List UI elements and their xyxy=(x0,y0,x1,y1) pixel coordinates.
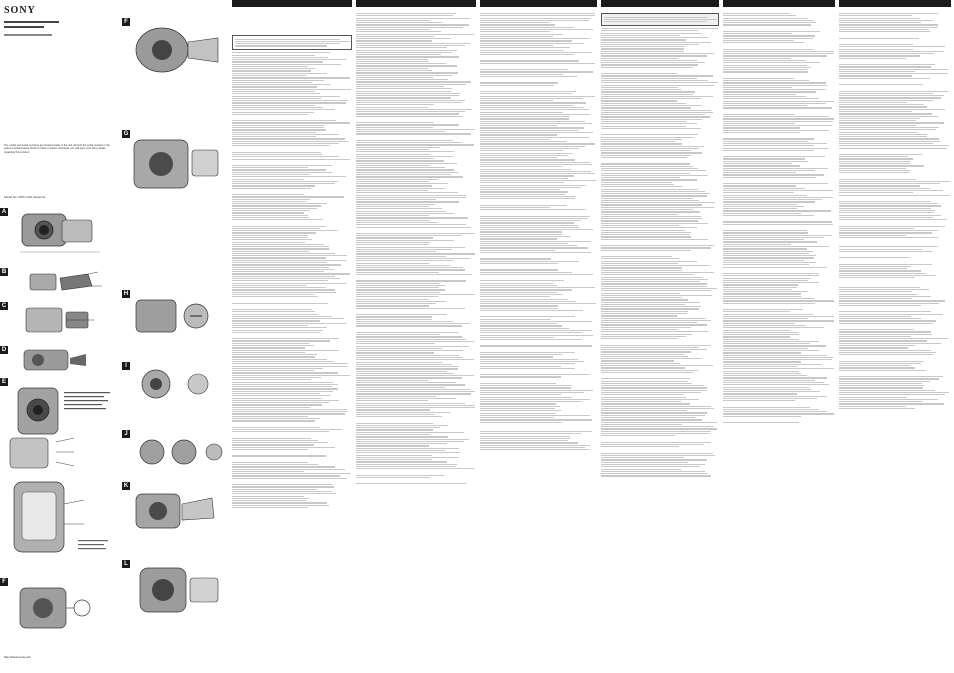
closure-illustration xyxy=(0,578,116,638)
figure-g xyxy=(122,130,228,200)
figure-label-k: K xyxy=(123,483,129,489)
buckle-illustration xyxy=(0,302,116,340)
figure-label-j: J xyxy=(122,430,130,438)
figure-label-f2: F xyxy=(122,18,130,26)
intro-note: The model and serial numbers are located inside of the unit. Record the serial number in the space provided below. Refer to these numbers whenever you call upon your Sony dealer regarding this product. xyxy=(4,144,110,154)
figure-c xyxy=(0,302,116,340)
sony-logo: SONY xyxy=(4,5,36,16)
dial-illustration xyxy=(122,430,228,474)
figure-i xyxy=(122,362,228,406)
figure-label-e: E xyxy=(1,379,6,385)
figure-a xyxy=(0,208,116,263)
column-header-bar xyxy=(601,0,719,7)
battery-illustration xyxy=(122,130,228,200)
column-header-bar xyxy=(839,0,951,7)
figure-l xyxy=(122,560,228,620)
final-assembly-illustration xyxy=(122,560,228,620)
button-illustration xyxy=(122,362,228,406)
warning-box xyxy=(601,13,719,26)
figure-e xyxy=(0,378,116,473)
text-column-english-2 xyxy=(356,0,476,673)
column-text-lines xyxy=(839,13,951,409)
column-text-lines xyxy=(232,52,352,508)
text-column-english-3 xyxy=(480,0,597,673)
column-header-bar xyxy=(480,0,597,7)
warning-box xyxy=(232,35,352,50)
column-header-bar xyxy=(723,0,835,7)
figure-d xyxy=(0,346,116,376)
figure-label-f: F xyxy=(0,578,8,586)
website-link[interactable]: http://www.sony.net/ xyxy=(4,655,31,659)
column-text-lines xyxy=(356,13,476,484)
cover-column xyxy=(0,0,124,673)
figure-label-g: G xyxy=(123,131,129,137)
marine-pack-illustration xyxy=(0,208,116,263)
figure-label-c: C xyxy=(1,303,7,309)
figure-label-l: L xyxy=(122,560,130,568)
text-column-french-1 xyxy=(601,0,719,673)
text-column-french-3 xyxy=(839,0,951,673)
figure-column xyxy=(118,0,228,673)
figure-b xyxy=(0,268,116,296)
screw-illustration xyxy=(122,290,228,340)
column-text-lines xyxy=(601,28,719,477)
column-text-lines xyxy=(723,13,835,423)
figure-label-d: D xyxy=(1,347,7,353)
column-text-lines xyxy=(480,13,597,450)
strap-illustration xyxy=(0,268,116,296)
figure-j xyxy=(122,430,228,474)
figure-label-h: H xyxy=(123,291,129,297)
lever-illustration xyxy=(122,482,228,538)
figure-label-a: A xyxy=(1,209,7,215)
text-column-french-2 xyxy=(723,0,835,673)
figure-f xyxy=(0,578,116,638)
assembly-illustration xyxy=(0,378,116,473)
column-header-bar xyxy=(356,0,476,7)
figure-k xyxy=(122,482,228,538)
figure-e-detail xyxy=(0,474,116,574)
figure-label-i: I xyxy=(122,362,130,370)
column-header-bar xyxy=(232,0,352,7)
figure-label-b: B xyxy=(1,269,7,275)
figure-f2 xyxy=(122,18,228,78)
case-open-illustration xyxy=(122,18,228,78)
title-block xyxy=(4,20,94,40)
seal-detail-illustration xyxy=(0,474,116,574)
camera-insert-illustration xyxy=(0,346,116,376)
figure-h xyxy=(122,290,228,340)
text-column-english-1 xyxy=(232,0,352,673)
model-serial-line: Model No. MPK-THH Serial No. xyxy=(4,195,47,199)
